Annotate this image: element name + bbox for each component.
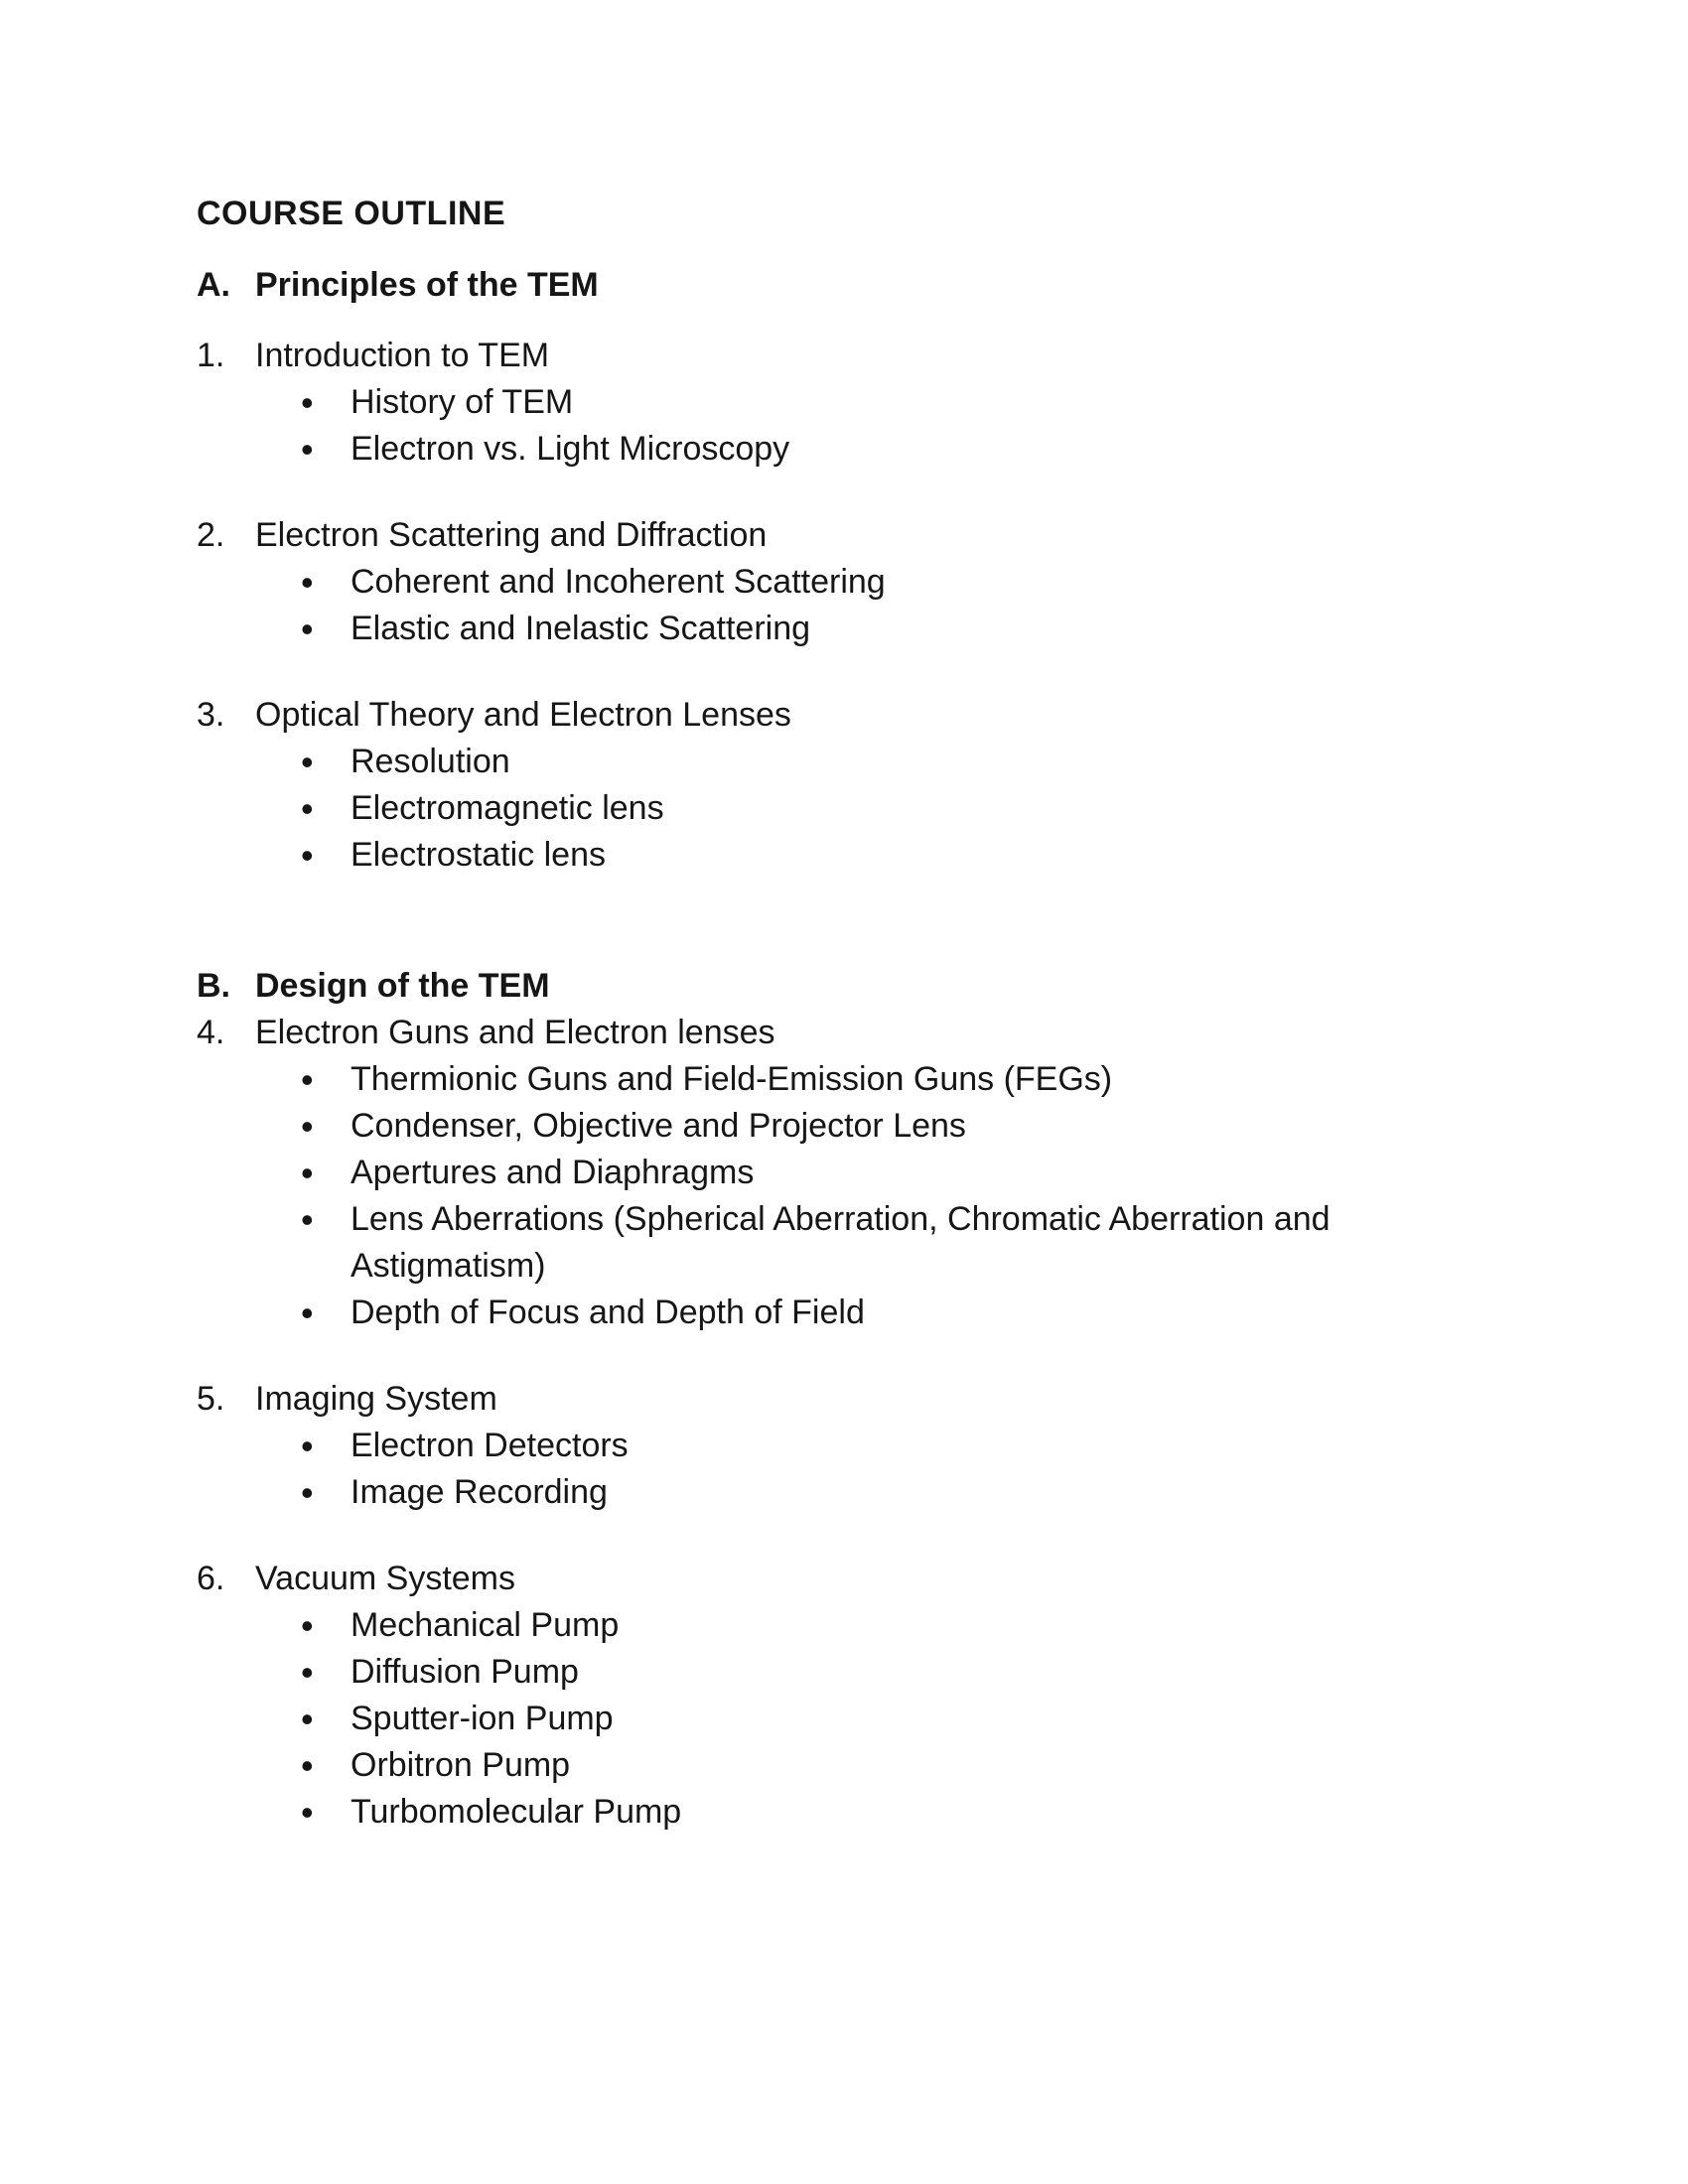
bullet-item [197,1423,1547,1469]
bullet-item [197,1742,1547,1789]
bullet-item [197,1196,1547,1290]
topic-number: 1. [197,337,225,374]
topic-head [197,512,1547,559]
bullet-dot-icon: • [301,382,314,423]
document-content [197,191,1547,1836]
topic-4 [197,1010,1547,1336]
bullet-item [197,606,1547,652]
section-heading-a [197,262,1547,309]
section-label: A. [197,266,230,304]
bullet-dot-icon: • [301,1652,314,1693]
topic-head [197,1376,1547,1423]
topic-6 [197,1556,1547,1836]
bullet-text: Lens Aberrations (Spherical Aberration, Chromatic Aberration and Astigmatism) [351,1200,1331,1285]
bullet-text: Orbitron Pump [351,1746,571,1784]
bullet-dot-icon: • [301,835,314,876]
topic-number: 6. [197,1560,225,1597]
bullet-text: Coherent and Incoherent Scattering [351,563,886,601]
bullet-item [197,1290,1547,1336]
topic-title: Vacuum Systems [255,1560,516,1597]
bullet-text: Electrostatic lens [351,836,606,874]
section-heading-b [197,963,1547,1010]
bullet-text: Mechanical Pump [351,1606,620,1644]
bullet-dot-icon: • [301,788,314,829]
bullet-item [197,1696,1547,1742]
bullet-item [197,832,1547,879]
topic-head [197,1556,1547,1602]
bullet-dot-icon: • [301,1106,314,1147]
topic-number: 4. [197,1014,225,1051]
bullet-dot-icon: • [301,1059,314,1100]
topic-5 [197,1376,1547,1516]
bullet-text: Apertures and Diaphragms [351,1154,755,1191]
document-title: COURSE OUTLINE [197,195,506,232]
bullet-dot-icon: • [301,1699,314,1739]
bullet-text: Turbomolecular Pump [351,1793,682,1831]
bullet-text: Elastic and Inelastic Scattering [351,610,811,647]
topic-title: Optical Theory and Electron Lenses [255,696,791,734]
bullet-text: Diffusion Pump [351,1653,579,1691]
bullet-dot-icon: • [301,609,314,649]
bullet-item [197,1649,1547,1696]
bullet-dot-icon: • [301,562,314,603]
topic-number: 2. [197,516,225,554]
topic-title: Electron Scattering and Diffraction [255,516,768,554]
topic-2 [197,512,1547,652]
bullet-text: Electron Detectors [351,1427,629,1464]
section-label: B. [197,967,230,1005]
topic-number: 5. [197,1380,225,1418]
bullet-text: Image Recording [351,1473,608,1511]
bullet-text: Condenser, Objective and Projector Lens [351,1107,966,1145]
bullet-item [197,1103,1547,1150]
bullet-text: Sputter-ion Pump [351,1700,614,1737]
bullet-dot-icon: • [301,1426,314,1466]
topic-3 [197,692,1547,879]
bullet-dot-icon: • [301,1605,314,1646]
topic-title: Imaging System [255,1380,497,1418]
topic-title: Electron Guns and Electron lenses [255,1014,775,1051]
section-heading-text: Design of the TEM [255,967,550,1005]
topic-head [197,333,1547,379]
bullet-item [197,426,1547,473]
bullet-dot-icon: • [301,1153,314,1193]
bullet-item [197,1789,1547,1836]
bullet-text: Depth of Focus and Depth of Field [351,1294,865,1331]
bullet-text: Electron vs. Light Microscopy [351,430,790,468]
bullet-item [197,739,1547,785]
bullet-dot-icon: • [301,1745,314,1786]
topic-head [197,692,1547,739]
bullet-dot-icon: • [301,1472,314,1513]
bullet-item [197,559,1547,606]
bullet-text: Electromagnetic lens [351,789,664,827]
topic-title: Introduction to TEM [255,337,550,374]
bullet-text: Resolution [351,743,510,780]
bullet-item [197,1150,1547,1196]
topic-head [197,1010,1547,1056]
bullet-item [197,785,1547,832]
section-heading-text: Principles of the TEM [255,266,599,304]
bullet-item [197,1469,1547,1516]
bullet-dot-icon: • [301,1293,314,1333]
bullet-item [197,1602,1547,1649]
bullet-text: History of TEM [351,383,574,421]
topic-1 [197,333,1547,473]
bullet-dot-icon: • [301,742,314,782]
bullet-dot-icon: • [301,1199,314,1240]
bullet-dot-icon: • [301,429,314,470]
topic-number: 3. [197,696,225,734]
bullet-text: Thermionic Guns and Field-Emission Guns (FEGs) [351,1060,1113,1098]
bullet-dot-icon: • [301,1792,314,1833]
bullet-item [197,379,1547,426]
bullet-item [197,1056,1547,1103]
